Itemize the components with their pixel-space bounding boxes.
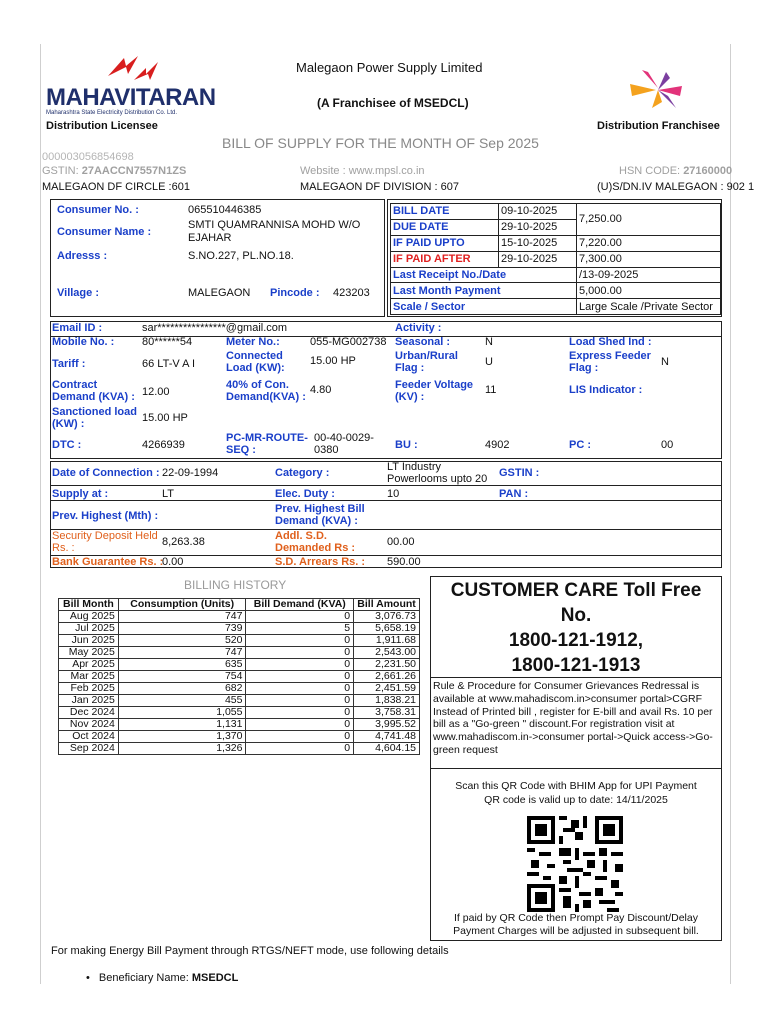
history-amount: 1,911.68 — [354, 635, 420, 647]
duty-label: Elec. Duty : — [275, 488, 335, 500]
address-label: Adresss : — [57, 250, 108, 262]
history-row — [59, 719, 420, 731]
consumer-no: 065510446385 — [188, 204, 262, 216]
consumer-name: SMTI QUAMRANNISA MOHD W/O EJAHAR — [188, 219, 361, 244]
account-code: 000003056854698 — [42, 151, 134, 163]
connection-grid — [50, 462, 722, 567]
urban-label: Urban/Rural Flag : — [395, 350, 458, 374]
deposit-label: Security Deposit Held Rs. : — [52, 530, 158, 554]
paid-upto-amount: 7,220.00 — [577, 235, 721, 251]
history-amount: 3,076.73 — [354, 611, 420, 623]
history-demand: 0 — [246, 719, 354, 731]
contract-label: Contract Demand (KVA) : — [52, 379, 135, 403]
history-month: Jan 2025 — [59, 695, 119, 707]
scale-label: Scale / Sector — [391, 299, 577, 315]
care-heading — [430, 578, 722, 678]
pan-label: PAN : — [499, 488, 529, 500]
history-row — [59, 707, 420, 719]
doc-label: Date of Connection : — [52, 467, 160, 479]
tariff: 66 LT-V A I — [142, 358, 195, 370]
history-row — [59, 611, 420, 623]
care-line4: 1800-121-1913 — [511, 655, 641, 676]
email: sar****************@gmail.com — [142, 322, 288, 334]
consumer-no-label: Consumer No. : — [57, 204, 139, 216]
history-col-consumption: Consumption (Units) — [118, 599, 246, 611]
care-divider-2 — [430, 768, 722, 769]
consumer-box — [50, 199, 385, 317]
gstin-value: 27AACCN7557N1ZS — [81, 165, 187, 177]
history-month: Jul 2025 — [59, 623, 119, 635]
last-receipt: /13-09-2025 — [577, 267, 721, 283]
history-month: Sep 2024 — [59, 743, 119, 755]
paid-after-date: 29-10-2025 — [499, 251, 577, 267]
history-demand: 0 — [246, 707, 354, 719]
bill-amount: 7,250.00 — [577, 204, 721, 236]
hsn-value: 27160000 — [683, 165, 733, 177]
history-amount: 2,451.59 — [354, 683, 420, 695]
history-demand: 0 — [246, 611, 354, 623]
circle: MALEGAON DF CIRCLE :601 — [42, 181, 190, 193]
history-consumption: 1,326 — [118, 743, 246, 755]
paid-after-amount: 7,300.00 — [577, 251, 721, 267]
pcmr: 00-40-0029-0380 — [314, 432, 374, 456]
history-col-month: Bill Month — [59, 599, 119, 611]
distribution-franchisee: Distribution Franchisee — [597, 120, 720, 132]
care-info: Rule & Procedure for Consumer Grievances Redressal is available at www.mahadiscom.in>consumer portal>CGRF Instead of Printed bill , register for E-bill and avail Rs. 10 per bill as a "Go-green " discount.For registration visit at www.mahadiscom.in->consumer portal->Quick access->Go-green request — [433, 680, 713, 756]
prevhigh-label: Prev. Highest (Mth) : — [52, 510, 159, 522]
page-border-left — [40, 44, 41, 984]
history-demand: 5 — [246, 623, 354, 635]
tariff-label: Tariff : — [52, 358, 86, 370]
dtc: 4266939 — [142, 439, 185, 451]
pct: 4.80 — [310, 384, 332, 396]
bu-label: BU : — [395, 439, 418, 451]
beneficiary: MSEDCL — [191, 972, 239, 984]
bill-dates-table — [390, 203, 721, 315]
upi-qr-code[interactable] — [527, 816, 623, 912]
care-line2: No. — [560, 605, 592, 626]
category-label: Category : — [275, 467, 330, 479]
duty: 10 — [387, 488, 400, 500]
seasonal: N — [485, 336, 493, 348]
bill-date: 09-10-2025 — [499, 204, 577, 220]
history-demand: 0 — [246, 743, 354, 755]
mahavitaran-wordmark: MAHAVITARAN — [46, 84, 216, 111]
care-line1: CUSTOMER CARE Toll Free — [450, 580, 702, 601]
history-consumption: 754 — [118, 671, 246, 683]
feeder: 11 — [485, 384, 497, 396]
bg-label: Bank Guarantee Rs. : — [52, 556, 164, 568]
pct-label: 40% of Con. Demand(KVA) : — [226, 379, 306, 403]
arrears-label: S.D. Arrears Rs. : — [275, 556, 366, 568]
distribution-licensee: Distribution Licensee — [46, 120, 158, 132]
connload-label: Connected Load (KW): — [226, 350, 285, 374]
doc: 22-09-1994 — [162, 467, 219, 479]
history-amount: 4,741.48 — [354, 731, 420, 743]
history-amount: 1,838.21 — [354, 695, 420, 707]
history-month: Aug 2025 — [59, 611, 119, 623]
history-month: Dec 2024 — [59, 707, 119, 719]
history-month: Jun 2025 — [59, 635, 119, 647]
scale: Large Scale /Private Sector — [577, 299, 721, 315]
urban: U — [485, 356, 493, 368]
history-month: Apr 2025 — [59, 659, 119, 671]
express: N — [661, 356, 669, 368]
franchisee-of: (A Franchisee of MSEDCL) — [317, 96, 469, 110]
history-consumption: 635 — [118, 659, 246, 671]
conn-gstin-label: GSTIN : — [499, 467, 540, 479]
village: MALEGAON — [188, 287, 251, 299]
rtgs-note: For making Energy Bill Payment through RTGS/NEFT mode, use following details — [51, 945, 449, 957]
last-payment: 5,000.00 — [577, 283, 721, 299]
company-name: Malegaon Power Supply Limited — [296, 60, 483, 75]
history-row — [59, 683, 420, 695]
history-month: Mar 2025 — [59, 671, 119, 683]
deposit: 8,263.38 — [162, 536, 205, 548]
history-amount: 5,658.19 — [354, 623, 420, 635]
bill-title: BILL OF SUPPLY FOR THE MONTH OF Sep 2025 — [222, 135, 539, 151]
history-row — [59, 623, 420, 635]
history-demand: 0 — [246, 635, 354, 647]
category: LT Industry Powerlooms upto 20 — [387, 461, 488, 485]
history-consumption: 739 — [118, 623, 246, 635]
express-label: Express Feeder Flag : — [569, 350, 651, 374]
hsn-line — [619, 165, 732, 177]
village-label: Village : — [57, 287, 99, 299]
franchisee-logo-icon — [622, 66, 690, 112]
consumer-name-label: Consumer Name : — [57, 226, 152, 238]
bill-date-label: BILL DATE — [391, 204, 499, 220]
qr-line2: QR code is valid up to date: 14/11/2025 — [484, 794, 668, 806]
lis-label: LIS Indicator : — [569, 384, 643, 396]
qr-line1: Scan this QR Code with BHIM App for UPI Payment — [455, 780, 697, 792]
history-amount: 2,661.26 — [354, 671, 420, 683]
email-label: Email ID : — [52, 322, 103, 334]
history-amount: 4,604.15 — [354, 743, 420, 755]
prevbill-label: Prev. Highest Bill Demand (KVA) : — [275, 503, 365, 527]
history-consumption: 455 — [118, 695, 246, 707]
history-header-row — [59, 599, 420, 611]
pincode: 423203 — [333, 287, 370, 299]
history-amount: 3,995.52 — [354, 719, 420, 731]
sanctioned-label: Sanctioned load (KW) : — [52, 406, 137, 430]
history-consumption: 747 — [118, 611, 246, 623]
history-row — [59, 671, 420, 683]
supply-label: Supply at : — [52, 488, 109, 500]
bu: 4902 — [485, 439, 510, 451]
feeder-label: Feeder Voltage (KV) : — [395, 379, 474, 403]
seasonal-label: Seasonal : — [395, 336, 451, 348]
mobile: 80******54 — [142, 336, 193, 348]
last-receipt-label: Last Receipt No./Date — [391, 267, 577, 283]
pc-label: PC : — [569, 439, 591, 451]
activity-label: Activity : — [395, 322, 442, 334]
history-table — [58, 598, 420, 755]
pcmr-label: PC-MR-ROUTE-SEQ : — [226, 432, 308, 456]
history-demand: 0 — [246, 671, 354, 683]
qr-note: If paid by QR Code then Prompt Pay Discount/Delay Payment Charges will be adjusted in subsequent bill. — [453, 912, 699, 937]
qr-code-icon — [527, 816, 623, 912]
arrears: 590.00 — [387, 556, 421, 568]
history-demand: 0 — [246, 731, 354, 743]
paid-upto-label: IF PAID UPTO — [391, 235, 499, 251]
history-consumption: 520 — [118, 635, 246, 647]
history-row — [59, 743, 420, 755]
history-consumption: 1,131 — [118, 719, 246, 731]
bg: 0.00 — [162, 556, 184, 568]
due-date-label: DUE DATE — [391, 219, 499, 235]
supply: LT — [162, 488, 175, 500]
addl: 00.00 — [387, 536, 415, 548]
history-month: May 2025 — [59, 647, 119, 659]
bullet: • — [86, 972, 90, 984]
history-col-amount: Bill Amount — [354, 599, 420, 611]
history-row — [59, 647, 420, 659]
beneficiary-label: Beneficiary Name: — [98, 972, 189, 984]
history-month: Nov 2024 — [59, 719, 119, 731]
history-month: Oct 2024 — [59, 731, 119, 743]
connload: 15.00 HP — [310, 355, 356, 367]
history-row — [59, 635, 420, 647]
mobile-label: Mobile No. : — [52, 336, 115, 348]
history-row — [59, 731, 420, 743]
history-month: Feb 2025 — [59, 683, 119, 695]
history-title: BILLING HISTORY — [184, 578, 287, 592]
addl-label: Addl. S.D. Demanded Rs : — [275, 530, 356, 554]
mahavitaran-subtitle: Maharashtra State Electricity Distribution Co. Ltd. — [46, 110, 178, 116]
division: MALEGAON DF DIVISION : 607 — [300, 181, 459, 193]
history-consumption: 682 — [118, 683, 246, 695]
sanctioned: 15.00 HP — [142, 412, 188, 424]
last-payment-label: Last Month Payment — [391, 283, 577, 299]
history-demand: 0 — [246, 659, 354, 671]
paid-upto-date: 15-10-2025 — [499, 235, 577, 251]
meter: 055-MG002738 — [310, 336, 387, 348]
history-consumption: 1,370 — [118, 731, 246, 743]
hsn-label: HSN CODE: — [619, 165, 681, 177]
loadshed-label: Load Shed Ind : — [569, 336, 652, 348]
paid-after-label: IF PAID AFTER — [391, 251, 499, 267]
history-row — [59, 695, 420, 707]
pincode-label: Pincode : — [270, 287, 320, 299]
history-demand: 0 — [246, 683, 354, 695]
gstin-label: GSTIN: — [42, 165, 79, 177]
due-date: 29-10-2025 — [499, 219, 577, 235]
care-line3: 1800-121-1912, — [508, 630, 644, 651]
history-amount: 2,231.50 — [354, 659, 420, 671]
gstin-line — [42, 165, 186, 177]
history-amount: 2,543.00 — [354, 647, 420, 659]
history-col-demand: Bill Demand (KVA) — [246, 599, 354, 611]
website: Website : www.mpsl.co.in — [300, 165, 425, 177]
history-consumption: 1,055 — [118, 707, 246, 719]
history-demand: 0 — [246, 695, 354, 707]
address: S.NO.227, PL.NO.18. — [188, 250, 294, 262]
beneficiary-line — [86, 972, 238, 984]
history-row — [59, 659, 420, 671]
contract: 12.00 — [142, 386, 170, 398]
pc: 00 — [661, 439, 674, 451]
history-amount: 3,758.31 — [354, 707, 420, 719]
subdivision: (U)S/DN.IV MALEGAON : 902 1 — [597, 181, 755, 193]
dtc-label: DTC : — [52, 439, 82, 451]
details-grid — [50, 322, 722, 458]
history-demand: 0 — [246, 647, 354, 659]
history-consumption: 747 — [118, 647, 246, 659]
meter-label: Meter No.: — [226, 336, 280, 348]
